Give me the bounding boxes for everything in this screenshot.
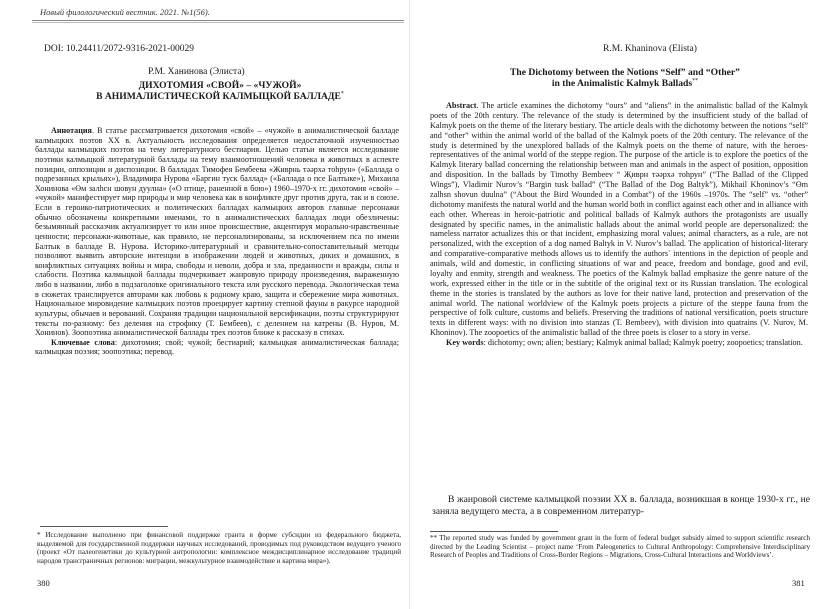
article-title-ru	[40, 80, 400, 102]
footnote-ru: * Исследование выполнено при финансовой поддержке гранта в форме субсидии из федерального бюджета, выделяемой для государственной поддержки научных исследований, проводимых под руководством ведущего ученого (проект «От палеогенетики до культурной антропологии: комплексное междисциплинарное исследование традиций народов трансграничных регионов: миграции, межкультурное взаимодействие и картина мира»).	[37, 531, 401, 565]
keywords-paragraph	[35, 338, 399, 357]
abstract-paragraph	[430, 101, 808, 338]
abstract-en	[430, 101, 808, 348]
main-body-text: В жанровой системе калмыцкой поэзии XX в. баллада, возникшая в конце 1930-х гг., не заняла ведущего места, а в современном литератур-	[432, 494, 810, 517]
running-head: Новый филологический вестник. 2021. №1(56).	[40, 7, 210, 17]
article-title-en	[440, 67, 810, 89]
keywords-text: : dichotomy; own; alien; bestiary; Kalmyk animal ballad; Kalmyk poetry; zoopoetics; translation.	[483, 338, 803, 347]
abstract-text: . The article examines the dichotomy “ours” and “aliens” in the animalistic ballad of the Kalmyk poets of the 20th century. The relevance of the study is determined by the insufficient study of the ballad of Kalmyk poets on the theme of the literary bestiary. The article deals with the dichotomy between the notions “self” and “other” within the animal world of the ballad of the Kalmyk poets of the 20th century. The relevance of the study is determined by the unexplored ballads of the Kalmyk poets on the theme of nature, with the heroes-representatives of the animal world of the steppe region. The purpose of the article is to explore the poetics of the Kalmyk literary ballad concerning the relationship between man and animals in the aspect of position, opposition and disposition. In the ballads by Timothy Bembeev “ Җиврн тәәрхә тоhрун” (“The Ballad of the Clipped Wings”), Vladimir Nurov’s “Bargin tusk ballad” (“The Ballad of the Dog Baltyk”), Mikhail Khoninov’s “Өm zalhsn shovun duulna” (“About the Bird Wounded in a Combat”) of the 1960s –1970s. The “self” vs. “other” dichotomy manifests the natural world and the human world both in conflict against each other and in alliance with each other. Whereas in heroic-patriotic and political ballads of Kalmyk authors the protagonists are usually designated by specific names, in the animalistic ballads about the animal world people are depersonalized: the nameless narrator actualizes this or that incident, emphasizing moral values; animal characters, as a rule, are not personalized, with the exception of a dog named Baltyk in V. Nurov’s ballad. The application of historical-literary and comparative-comparative methods allows us to identify the authors` intentions in the depiction of people and animals, wild and domestic, in conflicting situations of war and peace, freedom and bondage, good and evil, loyalty and enmity, strength and weakness. The poetics of the Kalmyk ballad emphasize the genre nature of the work, expressed either in the title or in the subtitle of the original text or its Russian translation. The ecological theme in the stories is translated by the authors as love for their native land, protection and preservation of the animal world. The national worldview of the Kalmyk poets projects a picture of the steppe fauna from the perspective of folk culture, customs and beliefs. Preserving the traditions of national versification, poets structure texts in different ways: with no division into stanzas (T. Bembeev), with division into quatrains (V. Nurov, M. Khoninov). The zoopoetics of the animalistic ballad of the three poets is closer to a story in verse.	[430, 101, 808, 338]
abstract-label: Abstract	[446, 101, 477, 110]
footnote-rule	[430, 531, 558, 532]
right-page	[410, 0, 820, 609]
doi: DOI: 10.24411/2072-9316-2021-00029	[44, 44, 195, 54]
footnote-rule	[40, 526, 168, 527]
title-line-2-text: В АНИМАЛИСТИЧЕСКОЙ КАЛМЫЦКОЙ БАЛЛАДЕ	[96, 91, 341, 103]
keywords-paragraph	[430, 338, 808, 348]
title-line-2	[440, 78, 810, 89]
abstract-ru	[35, 126, 399, 357]
title-line-1: ДИХОТОМИЯ «СВОЙ» – «ЧУЖОЙ»	[138, 80, 302, 91]
keywords-text: : дихотомия; свой; чужой; бестиарий; калмыцкая анималистическая баллада; калмыцкая поэзия; зоопоэтика; перевод.	[35, 337, 399, 357]
abstract-text: . В статье рассматривается дихотомия «свой» – «чужой» в анималистической балладе калмыцких поэтов XX в. Актуальность исследования определяется недостаточной изученностью баллады калмыцких поэтов на тему литературного бестиария. Целью статьи является исследование поэтики калмыцкой литературной баллады на тему взаимоотношений человека и животных в аспекте позиции, оппозиции и диспозиции. В балладах Тимофея Бембеева «Живрнь тәәрхә тоhрун» («Баллада о подрезанных крыльях»), Владимира Нурова «Баргин туск баллад» («Баллада о псе Балтыке»), Михаила Хонинова «Өм залhсн шовун дуулна» («О птице, раненной в бою») 1960–1970-х гг. дихотомия «свой» – «чужой» манифестирует мир природы и мир человека как в конфликте друг против друга, так и в союзе. Если в героико-патриотических и политических балладах калмыцких авторов главные персонажи обычно обозначены конкретными именами, то в анималистических балладах люди обезличены: безымянный рассказчик актуализирует то или иное происшествие, акцентируя морально-нравственные ценности; персонажи-животные, как правило, не персонализированы, за исключением пса по имени Балтык в балладе В. Нурова. Историко-литературный и сравнительно-сопоставительный методы позволяют выявить авторские интенции в изображении людей и животных, диких и домашних, в конфликтных ситуациях войны и мира, свободы и неволи, добра и зла, преданности и вражды, силы и слабости. Поэтика калмыцкой баллады подчеркивает жанровую природу произведения, выраженную либо в названии, либо в подзаголовке оригинального текста или русского перевода. Экологическая тема в сюжетах транслируется авторами как любовь к родному краю, защита и сбережение мира животных. Национальное мировидение калмыцких поэтов проецирует картину степной фауны в ракурсе народной культуры, обычаев и верований. Сохраняя традиции национальной версификации, поэты структурируют тексты по-разному: без деления на строфику (Т. Бембеев), с делением на катрены (В. Нуров, М. Хонинов). Зоопоэтика анималистической баллады трех поэтов ближе к рассказу в стихах.	[35, 126, 399, 338]
keywords-label: Ключевые слова	[51, 337, 115, 347]
author-name-en: R.M. Khaninova (Elista)	[603, 44, 697, 54]
title-line-2-text: in the Animalistic Kalmyk Ballads	[551, 78, 693, 90]
footnote-en: ** The reported study was funded by government grant in the form of federal budget subsidy aimed to support scientific research directed by the Leading Scientist – project name ‘From Paleogenetics to Cultural Anthropology: Comprehensive Interdisciplinary Research of Peoples and Traditions of Cross-Border Regions – Migrations, Cross-Cultural Interactions and Worldviews’.	[430, 534, 810, 559]
header-rule-secondary	[32, 22, 404, 23]
page-number: 380	[37, 578, 50, 588]
title-line-1: The Dichotomy between the Notions “Self” and “Other”	[510, 67, 740, 78]
author-name-ru: Р.М. Ханинова (Элиста)	[148, 67, 245, 77]
abstract-label: Аннотация	[51, 126, 92, 135]
footnote-marker: **	[692, 78, 699, 85]
keywords-label: Key words	[446, 338, 484, 347]
footnote-marker: *	[340, 91, 344, 98]
title-line-2	[40, 91, 400, 102]
header-rule	[32, 20, 404, 21]
page-number: 381	[792, 578, 805, 588]
abstract-paragraph	[35, 126, 399, 338]
